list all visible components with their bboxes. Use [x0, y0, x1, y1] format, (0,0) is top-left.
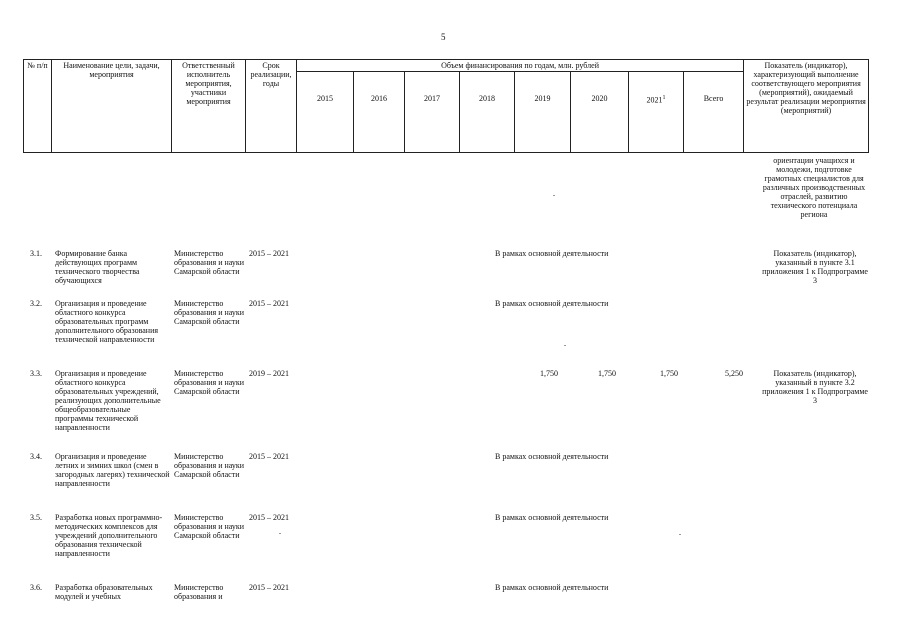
row-number: 3.6.	[30, 583, 42, 592]
header-volume: Объем финансирования по годам, млн. рублей	[297, 60, 744, 72]
header-year-2016: 2016	[354, 72, 405, 153]
header-term: Срок реализации, годы	[246, 60, 297, 153]
row-number: 3.5.	[30, 513, 42, 522]
row-responsible: Министерство образования и науки Самарской области	[174, 299, 245, 326]
header-year-2020: 2020	[571, 72, 629, 153]
header-year-2019: 2019	[515, 72, 571, 153]
continuation-text: ориентации учащихся и молодежи, подготовке грамотных специалистов для различных производственных отраслей, развитию технического потенциала региона	[762, 156, 866, 219]
header-year-2018: 2018	[460, 72, 515, 153]
row-funding-note: В рамках основной деятельности	[495, 249, 609, 258]
row-responsible: Министерство образования и науки Самарской области	[174, 513, 245, 540]
row-funding-note: В рамках основной деятельности	[495, 513, 609, 522]
value-2019: 1,750	[540, 369, 558, 378]
row-responsible: Министерство образования и науки Самарской области	[174, 369, 245, 396]
row-funding-note: В рамках основной деятельности	[495, 452, 609, 461]
row-term: 2019 – 2021	[249, 369, 289, 378]
header-name: Наименование цели, задачи, мероприятия	[52, 60, 172, 153]
header-year-2015: 2015	[297, 72, 354, 153]
scan-speck	[279, 533, 281, 534]
row-term: 2015 – 2021	[249, 452, 289, 461]
row-responsible: Министерство образования и	[174, 583, 224, 601]
header-year-2021: 2021$^1$	[629, 72, 684, 153]
row-term: 2015 – 2021	[249, 299, 289, 308]
row-term: 2015 – 2021	[249, 583, 289, 592]
row-indicator: Показатель (индикатор), указанный в пункте 3.2 приложения 1 к Подпрограмме 3	[762, 369, 868, 405]
row-responsible: Министерство образования и науки Самарской области	[174, 452, 245, 479]
header-total: Всего	[684, 72, 744, 153]
row-name: Организация и проведение областного конкурса образовательных программ дополнительного образования технической направленности	[55, 299, 159, 344]
row-number: 3.4.	[30, 452, 42, 461]
page-number: 5	[441, 32, 446, 42]
row-number: 3.2.	[30, 299, 42, 308]
header-indicator: Показатель (индикатор), характеризующий выполнение соответствующего мероприятия (мероприятий), ожидаемый результат реализации мероприятия (мероприятий)	[744, 60, 869, 153]
header-num: № п/п	[24, 60, 52, 153]
scan-speck	[553, 195, 555, 196]
row-name: Формирование банка действующих программ технического творчества обучающихся	[55, 249, 140, 285]
row-name: Организация и проведение областного конкурса образовательных учреждений, реализующих дополнительные общеобразовательные программы технической направленности	[55, 369, 161, 432]
table-header	[23, 59, 869, 153]
header-responsible: Ответственный исполнитель мероприятия, участники мероприятия	[172, 60, 246, 153]
value-2021: 1,750	[660, 369, 678, 378]
row-name: Разработка образовательных модулей и учебных	[55, 583, 153, 601]
row-number: 3.1.	[30, 249, 42, 258]
row-indicator: Показатель (индикатор), указанный в пункте 3.1 приложения 1 к Подпрограмме 3	[762, 249, 868, 285]
row-term: 2015 – 2021	[249, 249, 289, 258]
scan-speck	[679, 534, 681, 535]
row-name: Разработка новых программно-методических комплексов для учреждений дополнительного образования технической направленности	[55, 513, 163, 558]
header-year-2017: 2017	[405, 72, 460, 153]
row-funding-note: В рамках основной деятельности	[495, 583, 609, 592]
value-total: 5,250	[725, 369, 743, 378]
row-funding-note: В рамках основной деятельности	[495, 299, 609, 308]
row-number: 3.3.	[30, 369, 42, 378]
scan-speck	[564, 345, 566, 346]
row-term: 2015 – 2021	[249, 513, 289, 522]
row-name: Организация и проведение летних и зимних школ (смен в загородных лагерях) технической направленности	[55, 452, 170, 488]
value-2020: 1,750	[598, 369, 616, 378]
row-responsible: Министерство образования и науки Самарской области	[174, 249, 245, 276]
